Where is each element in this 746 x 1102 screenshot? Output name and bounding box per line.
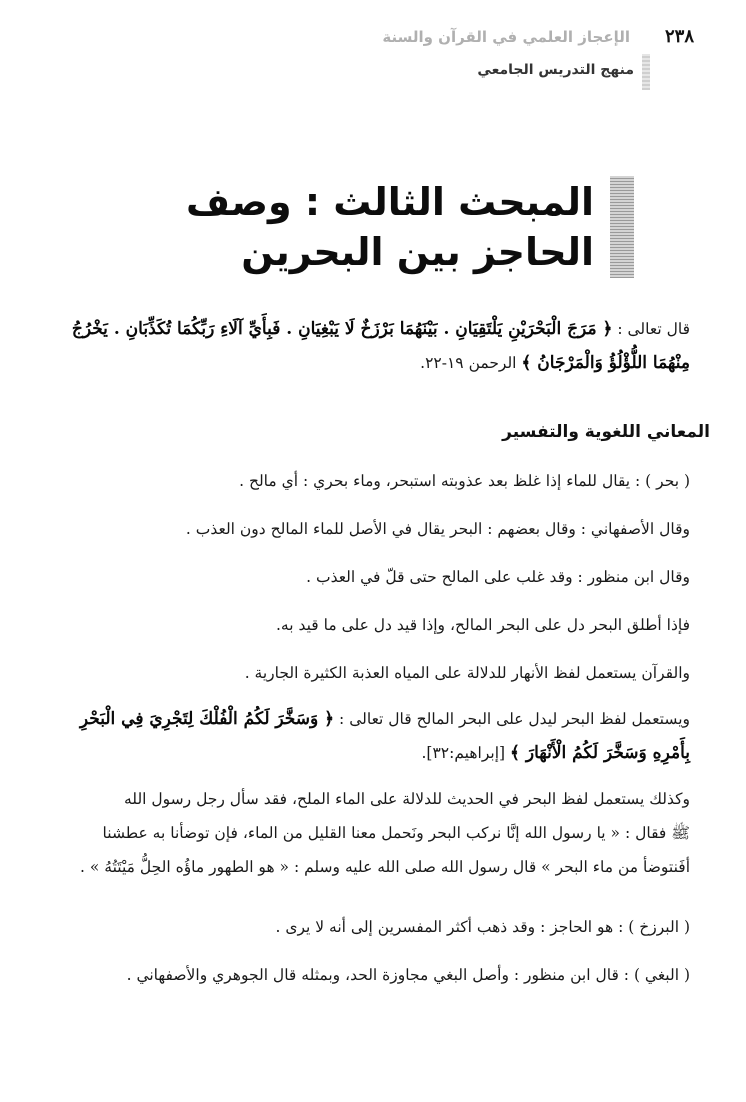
paragraph-hadith xyxy=(30,782,716,884)
series-title: منهج التدريس الجامعي xyxy=(477,62,634,78)
paragraph-anhar: والقرآن يستعمل لفظ الأنهار للدلالة على المياه العذبة الكثيرة الجارية . xyxy=(244,664,690,682)
quran-verse-ibrahim-line-2: بِأَمْرِهِ وَسَخَّرَ لَكُمُ الْأَنْهَارَ ﴾ xyxy=(509,743,690,763)
hadith-line-1: وكذلك يستعمل لفظ البحر في الحديث للدلالة على الماء الملح، فقد سأل رجل رسول الله xyxy=(124,790,690,808)
paragraph-itlaq: فإذا أطلق البحر دل على البحر المالح، وإذا قيد دل على ما قيد به. xyxy=(275,616,690,634)
paragraph-barzakh: ( البرزخ ) : هو الحاجز : وقد ذهب أكثر المفسرين إلى أنه لا يرى . xyxy=(275,918,690,936)
subheading: المعاني اللغوية والتفسير xyxy=(502,422,710,442)
page-number: ٢٣٨ xyxy=(664,26,694,47)
hadith-line-3: أفَنتوضأ من ماء البحر » قال رسول الله صلى الله عليه وسلم : « هو الطهور ماؤُه الحِلُّ مَيْتَتُهُ » . xyxy=(80,858,690,876)
intro-lead: قال تعالى : xyxy=(612,320,690,338)
book-title: الإعجاز العلمي في القرآن والسنة xyxy=(382,28,630,46)
paragraph-bahr-malih-lead: ويستعمل لفظ البحر ليدل على البحر المالح قال تعالى : xyxy=(334,710,690,728)
paragraph-ibn-manzur: وقال ابن منظور : وقد غلب على المالح حتى قلّ في العذب . xyxy=(306,568,690,586)
section-heading-line-2: الحاجز بين البحرين xyxy=(241,230,594,274)
quran-verse-ibrahim-line-1: ﴿ وَسَخَّرَ لَكُمُ الْفُلْكَ لِتَجْرِيَ فِي الْبَحْرِ xyxy=(79,709,335,729)
hadith-line-2: ﷺ فقال : « يا رسول الله إنَّا نركب البحر ونَحمل معنا القليل من الماء، فإن توضأنا به عطشنا xyxy=(102,824,690,842)
paragraph-bahr: ( بحر ) : يقال للماء إذا غلظ بعد عذوبته استبحر، وماء بحري : أي مالح . xyxy=(239,472,690,490)
heading-decorative-bar xyxy=(610,176,634,278)
running-header xyxy=(44,26,698,96)
paragraph-bahr-malih xyxy=(30,702,716,770)
section-heading-line-1: المبحث الثالث : وصف xyxy=(186,180,594,224)
paragraph-baghy: ( البغي ) : قال ابن منظور : وأصل البغي مجاوزة الحد، وبمثله قال الجوهري والأصفهاني . xyxy=(126,966,690,984)
quran-verse-line-1: ﴿ مَرَجَ الْبَحْرَيْنِ يَلْتَقِيَانِ . بَيْنَهُمَا بَرْزَخٌ لَا يَبْغِيَانِ . فَبِأَيِّ آلَاءِ رَبِّكُمَا تُكَذِّبَانِ . يَخْرُجُ xyxy=(71,319,613,339)
verse-reference-ibrahim: [إبراهيم:٣٢]. xyxy=(421,744,510,762)
section-heading xyxy=(186,172,634,284)
verse-reference: الرحمن ١٩-٢٢. xyxy=(420,354,522,372)
quran-verse-line-2: مِنْهُمَا اللُّؤْلُؤُ وَالْمَرْجَانُ ﴾ xyxy=(521,353,690,373)
intro-paragraph xyxy=(30,312,716,380)
header-decorative-bar xyxy=(642,54,650,90)
paragraph-asfahani: وقال الأصفهاني : وقال بعضهم : البحر يقال في الأصل للماء المالح دون العذب . xyxy=(185,520,690,538)
